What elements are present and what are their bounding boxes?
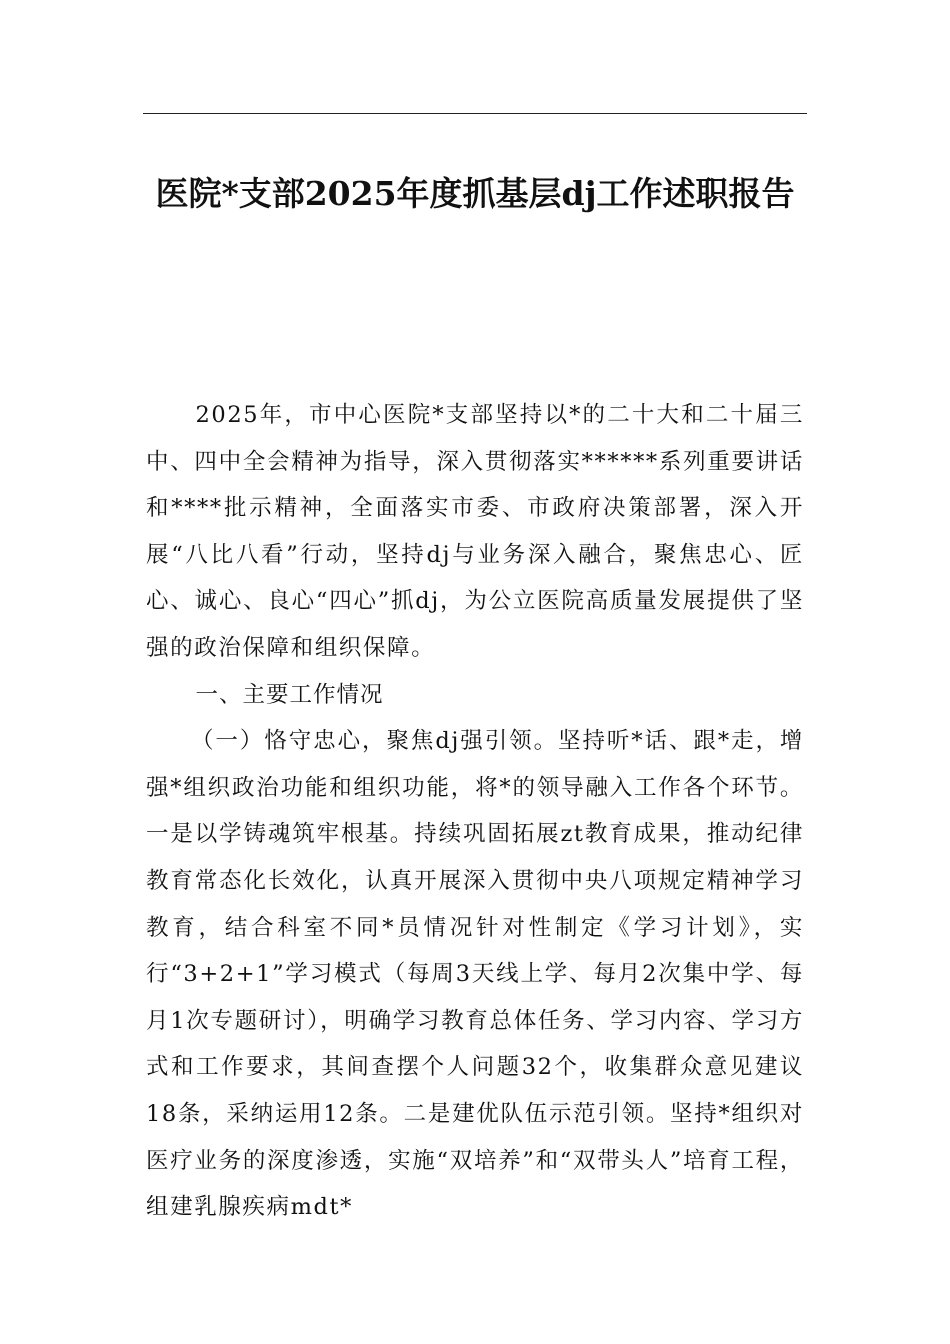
intro-paragraph: 2025年，市中心医院*支部坚持以*的二十大和二十届三中、四中全会精神为指导，深入贯彻落实******系列重要讲话和****批示精神，全面落实市委、市政府决策部署，深入开展“八比八看”行动，坚持dj与业务深入融合，聚焦忠心、匠心、诚心、良心“四心”抓dj，为公立医院高质量发展提供了坚强的政治保障和组织保障。	[146, 402, 804, 661]
header-rule	[143, 113, 807, 114]
document-body	[146, 392, 804, 1231]
section-heading: 一、主要工作情况	[195, 681, 384, 708]
document-title: 医院*支部2025年度抓基层dj工作述职报告	[155, 174, 795, 213]
section-paragraph: （一）恪守忠心，聚焦dj强引领。坚持听*话、跟*走，增强*组织政治功能和组织功能，将*的领导融入工作各个环节。一是以学铸魂筑牢根基。持续巩固拓展zt教育成果，推动纪律教育常态化长效化，认真开展深入贯彻中央八项规定精神学习教育，结合科室不同*员情况针对性制定《学习计划》，实行“3+2+1”学习模式（每周3天线上学、每月2次集中学、每月1次专题研讨），明确学习教育总体任务、学习内容、学习方式和工作要求，其间查摆个人问题32个，收集群众意见建议18条，采纳运用12条。二是建优队伍示范引领。坚持*组织对医疗业务的深度渗透，实施“双培养”和“双带头人”培育工程，组建乳腺疾病mdt*	[146, 728, 804, 1221]
